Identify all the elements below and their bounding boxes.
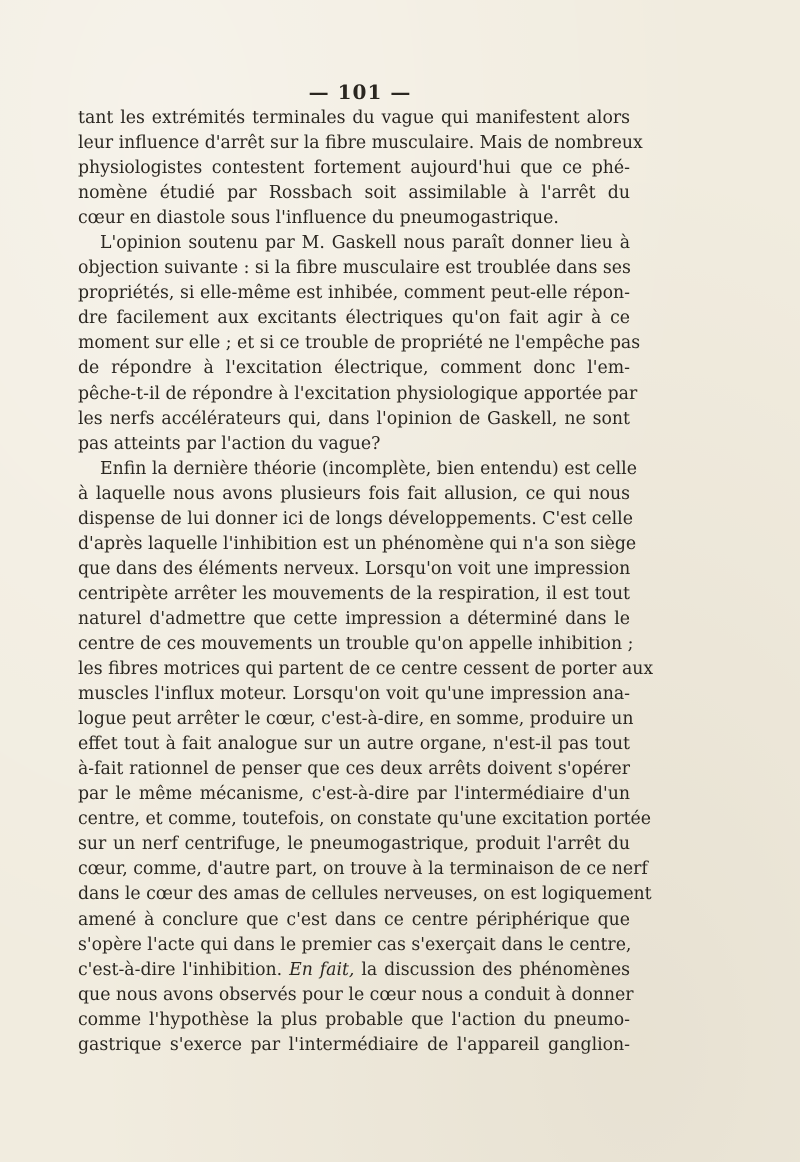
text-line: que nous avons observés pour le cœur nous a conduit à donner [78, 984, 634, 1005]
text-line: muscles l'influx moteur. Lorsqu'on voit qu'une impression ana- [78, 684, 630, 705]
text-line-part: la discussion des phénomènes [361, 959, 630, 980]
text-line: L'opinion soutenu par M. Gaskell nous paraît donner lieu à [100, 233, 630, 254]
text-line: s'opère l'acte qui dans le premier cas s'exerçait dans le centre, [78, 934, 632, 955]
italic-phrase: En fait, [289, 959, 355, 980]
text-line: à-fait rationnel de penser que ces deux arrêts doivent s'opérer [78, 759, 630, 780]
text-line: sur un nerf centrifuge, le pneumogastrique, produit l'arrêt du [78, 834, 630, 855]
text-line: tant les extrémités terminales du vague qui manifestent alors [78, 108, 630, 128]
text-line: amené à conclure que c'est dans ce centre périphérique que [78, 909, 630, 930]
text-line [78, 958, 630, 983]
text-line: dre facilement aux excitants électriques qu'on fait agir à ce [78, 308, 630, 329]
text-line: dispense de lui donner ici de longs développements. C'est celle [78, 508, 633, 529]
body-text [78, 106, 654, 1058]
text-line-part: c'est-à-dire l'inhibition. [78, 959, 283, 980]
text-line: centre de ces mouvements un trouble qu'on appelle inhibition ; [78, 633, 634, 654]
text-line: de répondre à l'excitation électrique, comment donc l'em- [78, 358, 630, 379]
text-line: physiologistes contestent fortement aujourd'hui que ce phé- [78, 158, 630, 179]
text-line: cœur, comme, d'autre part, on trouve à la terminaison de ce nerf [78, 859, 648, 880]
text-line: à laquelle nous avons plusieurs fois fait allusion, ce qui nous [78, 483, 630, 504]
text-line: gastrique s'exerce par l'intermédiaire de l'appareil ganglion- [78, 1034, 630, 1055]
text-line: comme l'hypothèse la plus probable que l'action du pneumo- [78, 1009, 630, 1030]
page-number: — 101 — [308, 80, 412, 104]
text-line: centre, et comme, toutefois, on constate qu'une excitation portée [78, 809, 652, 830]
text-line: par le même mécanisme, c'est-à-dire par l'intermédiaire d'un [78, 784, 630, 805]
text-line: effet tout à fait analogue sur un autre organe, n'est-il pas tout [78, 734, 630, 755]
text-line: d'après laquelle l'inhibition est un phénomène qui n'a son siège [78, 533, 637, 554]
text-line: moment sur elle ; et si ce trouble de propriété ne l'empêche pas [78, 333, 641, 354]
text-line: logue peut arrêter le cœur, c'est-à-dire, en somme, produire un [78, 709, 634, 730]
text-line: les fibres motrices qui partent de ce centre cessent de porter aux [78, 659, 654, 680]
text-line: naturel d'admettre que cette impression a déterminé dans le [78, 608, 630, 629]
text-line: Enfin la dernière théorie (incomplète, bien entendu) est celle [100, 458, 637, 479]
text-line: cœur en diastole sous l'influence du pneumogastrique. [78, 208, 559, 229]
text-line: objection suivante : si la fibre musculaire est troublée dans ses [78, 258, 631, 279]
text-line: leur influence d'arrêt sur la fibre musculaire. Mais de nombreux [78, 133, 643, 154]
text-line: propriétés, si elle-même est inhibée, comment peut-elle répon- [78, 283, 630, 304]
text-line: les nerfs accélérateurs qui, dans l'opinion de Gaskell, ne sont [78, 408, 630, 429]
text-line: que dans des éléments nerveux. Lorsqu'on voit une impression [78, 558, 631, 579]
text-line: nomène étudié par Rossbach soit assimilable à l'arrêt du [78, 183, 630, 204]
text-line: centripète arrêter les mouvements de la respiration, il est tout [78, 583, 630, 604]
text-line: pas atteints par l'action du vague? [78, 433, 381, 454]
text-line: pêche-t-il de répondre à l'excitation physiologique apportée par [78, 383, 638, 404]
text-line: dans le cœur des amas de cellules nerveuses, on est logiquement [78, 884, 652, 905]
